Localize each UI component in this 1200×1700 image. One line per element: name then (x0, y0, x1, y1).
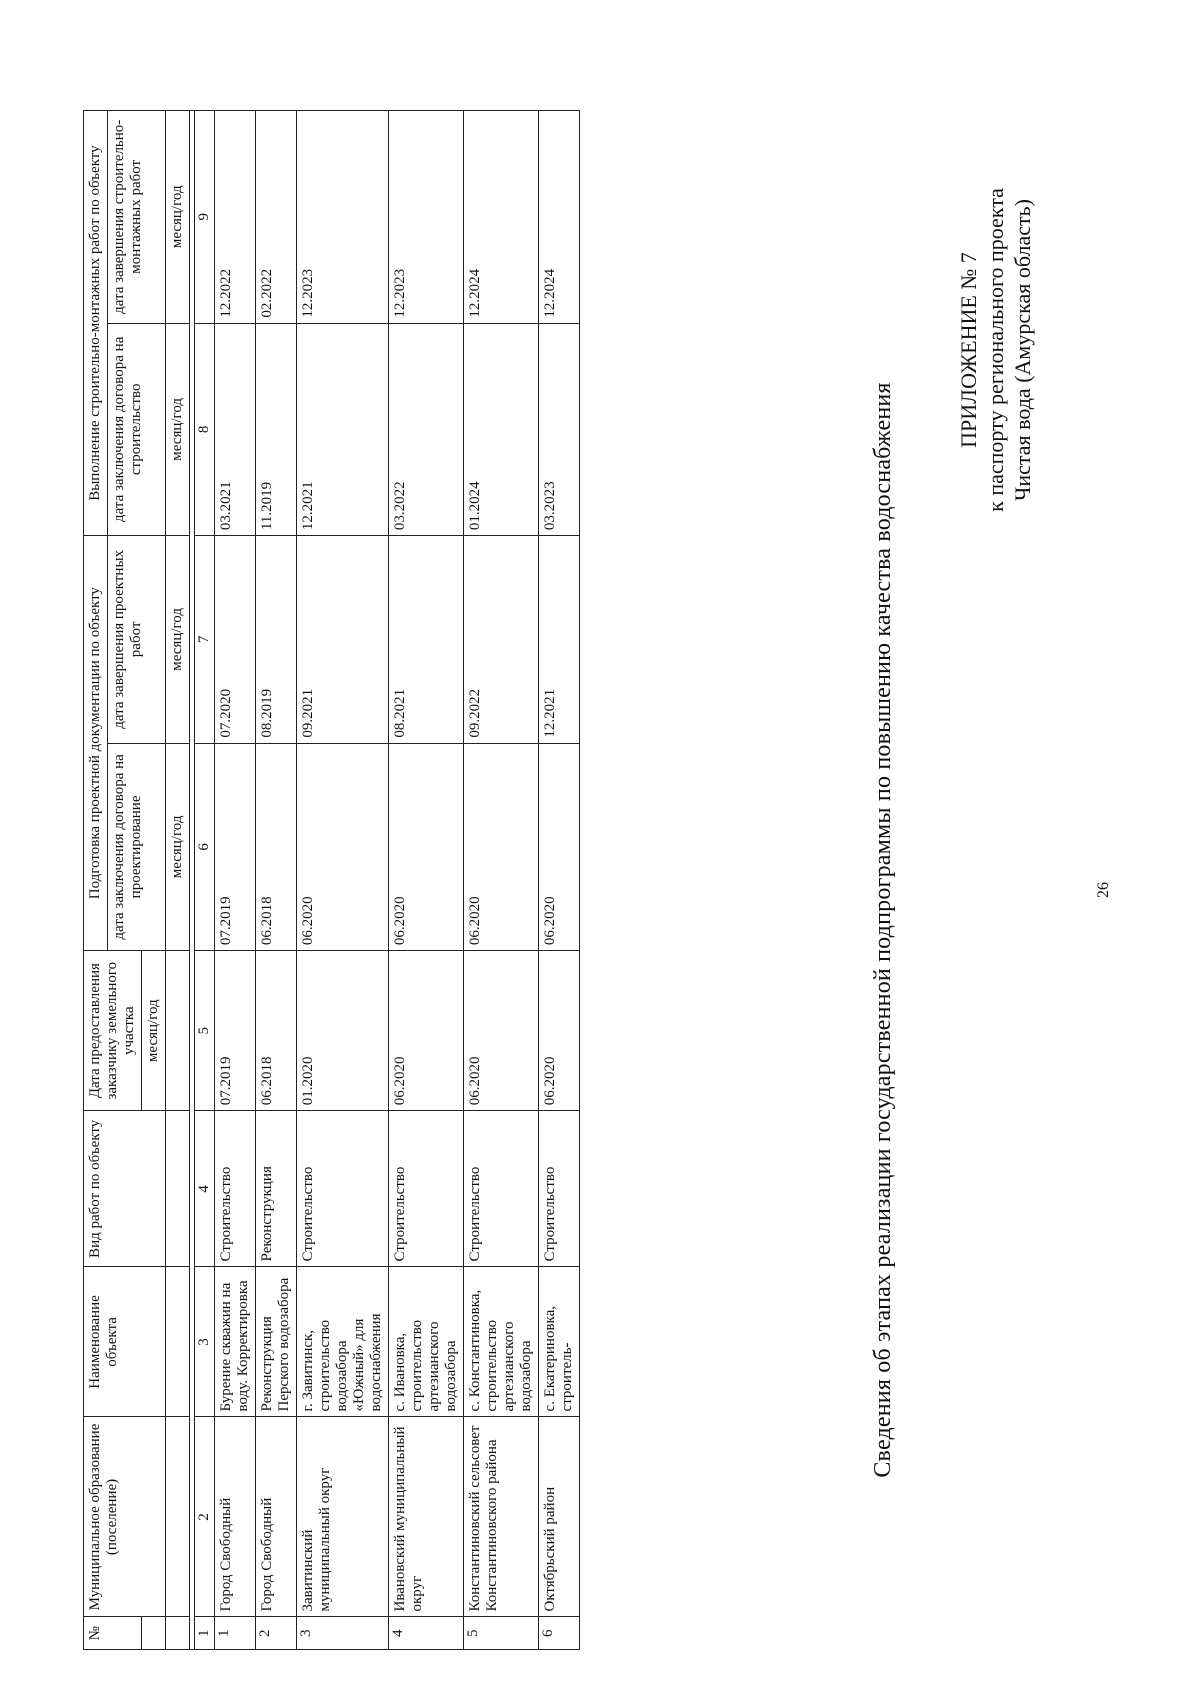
header-design-contract: дата заключения договора на проектирование (108, 743, 166, 951)
appendix-program: Чистая вода (Амурская область) (1010, 199, 1035, 501)
header-design-end: дата завершения проектных работ (108, 536, 166, 744)
table-row: 5 Константиновский сельсовет Константиновского района с. Константиновка, строительство артезианского водозабора Строительство 06.2020 06.2020 09.2022 01.2024 12.2024 (464, 111, 539, 1650)
stages-table (83, 110, 580, 1650)
table-row: 2 Город Свободный Реконструкция Перского водозабора Реконструкция 06.2018 06.2018 08.2019 11.2019 02.2022 (256, 111, 297, 1650)
header-design-docs: Подготовка проектной документации по объекту (84, 536, 108, 951)
table-row: 6 Октябрьский район с. Екатериновка, строитель- Строительство 06.2020 06.2020 12.2021 03.2023 12.2024 (539, 111, 580, 1650)
appendix-title: ПРИЛОЖЕНИЕ № 7 (956, 252, 981, 448)
header-land-date: Дата предоставления заказчику земельного участка (84, 951, 142, 1111)
unit-construction-contract: месяц/год (166, 323, 190, 536)
column-index-row: 1 2 3 4 5 6 7 8 9 (195, 111, 215, 1650)
table-row: 3 Завитинский муниципальный округ г. Завитинск, строительство водозабора «Южный» для водоснабжения Строительство 01.2020 06.2020 09.2021 12.2021 12.2023 (297, 111, 389, 1650)
document-title: Сведения об этапах реализации государственной подпрограммы по повышению качества водоснабжения (870, 382, 896, 1478)
unit-construction-end: месяц/год (166, 111, 190, 324)
header-work-type: Вид работ по объекту (84, 1111, 166, 1267)
table-row: 1 Город Свободный Бурение скважин на воду. Корректировка Строительство 07.2019 07.2019 07.2020 03.2021 12.2022 (215, 111, 256, 1650)
appendix-header (955, 130, 1036, 570)
header-object-name: Наименование объекта (84, 1267, 166, 1417)
header-construction-contract: дата заключения договора на строительство (108, 323, 166, 536)
appendix-subtitle: к паспорту регионального проекта (983, 188, 1008, 512)
table-row: 4 Ивановский муниципальный округ с. Ивановка, строительство артезианского водозабора Строительство 06.2020 06.2020 08.2021 03.2022 12.2023 (389, 111, 464, 1650)
header-no-blank (142, 1617, 166, 1650)
header-no: № (84, 1617, 142, 1650)
unit-design-contract: месяц/год (166, 743, 190, 951)
page-number: 26 (1095, 882, 1112, 898)
header-construction: Выполнение строительно-монтажных работ по объекту (84, 111, 108, 536)
header-municipality: Муниципальное образование (поселение) (84, 1417, 166, 1617)
header-construction-end: дата завершения строительно-монтажных работ (108, 111, 166, 324)
unit-design-end: месяц/год (166, 536, 190, 744)
unit-land: месяц/год (142, 951, 166, 1111)
